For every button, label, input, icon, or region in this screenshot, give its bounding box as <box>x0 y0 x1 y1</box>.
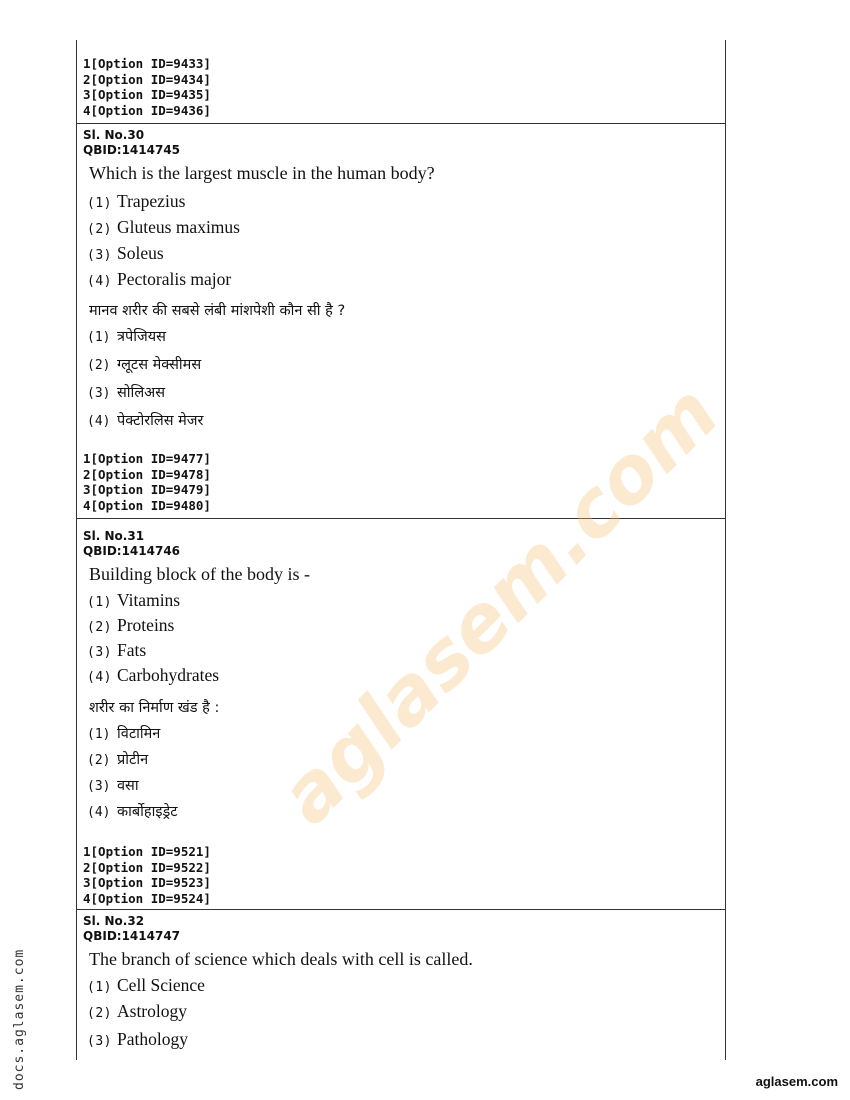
option-number: (2) <box>87 620 112 635</box>
option-id: 1[Option ID=9521] <box>83 844 211 859</box>
option-id: 1[Option ID=9477] <box>83 451 211 466</box>
option-text: Fats <box>117 640 147 660</box>
question-block-31 <box>77 518 725 909</box>
option-number: (3) <box>87 779 111 794</box>
option-number: (3) <box>87 645 112 660</box>
option-number: (4) <box>87 274 112 289</box>
option-hi <box>77 382 725 410</box>
prev-option-ids <box>77 56 725 118</box>
option-hi <box>77 775 725 801</box>
option-text: Proteins <box>117 615 175 635</box>
option-text: Astrology <box>117 1001 187 1021</box>
option-number: (4) <box>87 805 111 820</box>
option-id: 2[Option ID=9522] <box>83 859 211 875</box>
option-en <box>77 614 725 639</box>
option-en <box>77 664 725 689</box>
option-id: 3[Option ID=9479] <box>83 482 211 497</box>
option-number: (2) <box>87 1006 112 1021</box>
option-id: 4[Option ID=9524] <box>83 890 211 906</box>
serial-number: Sl. No.32 <box>83 914 145 928</box>
option-number: (1) <box>87 196 112 211</box>
brand-text: aglasem.com <box>755 1074 838 1089</box>
option-hi <box>77 801 725 827</box>
question-text-hi: शरीर का निर्माण खंड है : <box>89 700 220 716</box>
option-number: (2) <box>87 358 111 373</box>
option-id: 2[Option ID=9434] <box>83 71 211 87</box>
option-en <box>77 216 725 242</box>
option-hi <box>77 749 725 775</box>
option-number: (2) <box>87 222 112 237</box>
option-ids <box>77 451 211 513</box>
option-id: 4[Option ID=9436] <box>83 102 211 118</box>
option-hi <box>77 723 725 749</box>
option-text: विटामिन <box>117 726 161 742</box>
option-hi <box>77 410 725 438</box>
option-text: सोलिअस <box>117 385 166 401</box>
option-number: (2) <box>87 753 111 768</box>
option-hi <box>77 354 725 382</box>
serial-number: Sl. No.31 <box>83 529 145 543</box>
option-text: पेक्टोरलिस मेजर <box>117 413 204 429</box>
option-number: (1) <box>87 330 111 345</box>
option-en <box>77 639 725 664</box>
qbid: QBID:1414747 <box>83 929 181 943</box>
option-id: 4[Option ID=9480] <box>83 497 211 513</box>
option-en <box>77 974 725 1000</box>
serial-number: Sl. No.30 <box>83 128 145 142</box>
option-number: (1) <box>87 980 112 995</box>
option-id: 2[Option ID=9478] <box>83 466 211 482</box>
option-text: ग्लूटस मेक्सीमस <box>117 357 202 373</box>
option-text: Pectoralis major <box>117 269 232 289</box>
option-hi <box>77 326 725 354</box>
question-block-30 <box>77 123 725 518</box>
question-text-en: Building block of the body is - <box>89 564 310 584</box>
option-id: 3[Option ID=9523] <box>83 875 211 890</box>
option-text: Trapezius <box>117 191 186 211</box>
option-en <box>77 1000 725 1028</box>
qbid: QBID:1414745 <box>83 143 181 157</box>
option-number: (1) <box>87 727 111 742</box>
option-text: Gluteus maximus <box>117 217 240 237</box>
option-number: (3) <box>87 1034 112 1049</box>
option-en <box>77 190 725 216</box>
option-en <box>77 589 725 614</box>
option-text: Vitamins <box>117 590 181 610</box>
option-number: (4) <box>87 414 111 429</box>
option-text: प्रोटीन <box>117 752 149 768</box>
option-text: Carbohydrates <box>117 665 220 685</box>
option-text: त्रपेजियस <box>117 329 166 345</box>
option-id: 3[Option ID=9435] <box>83 87 211 102</box>
option-en <box>77 268 725 294</box>
option-number: (3) <box>87 248 112 263</box>
option-text: Soleus <box>117 243 164 263</box>
option-text: Cell Science <box>117 975 205 995</box>
qbid: QBID:1414746 <box>83 544 181 558</box>
option-number: (3) <box>87 386 111 401</box>
question-text-hi: मानव शरीर की सबसे लंबी मांशपेशी कौन सी है ? <box>89 303 346 319</box>
question-block-32 <box>77 909 725 1060</box>
question-text-en: The branch of science which deals with cell is called. <box>89 949 473 969</box>
option-ids <box>77 844 211 906</box>
option-number: (4) <box>87 670 112 685</box>
option-en <box>77 1028 725 1054</box>
option-text: Pathology <box>117 1029 188 1049</box>
question-text-en: Which is the largest muscle in the human body? <box>89 163 435 183</box>
watermark: aglasem.com <box>263 368 737 842</box>
question-paper-frame <box>76 40 726 1060</box>
side-url: docs.aglasem.com <box>12 948 27 1090</box>
option-text: कार्बोहाइड्रेट <box>117 804 178 820</box>
option-text: वसा <box>117 778 139 794</box>
option-en <box>77 242 725 268</box>
option-number: (1) <box>87 595 112 610</box>
option-id: 1[Option ID=9433] <box>83 56 211 71</box>
